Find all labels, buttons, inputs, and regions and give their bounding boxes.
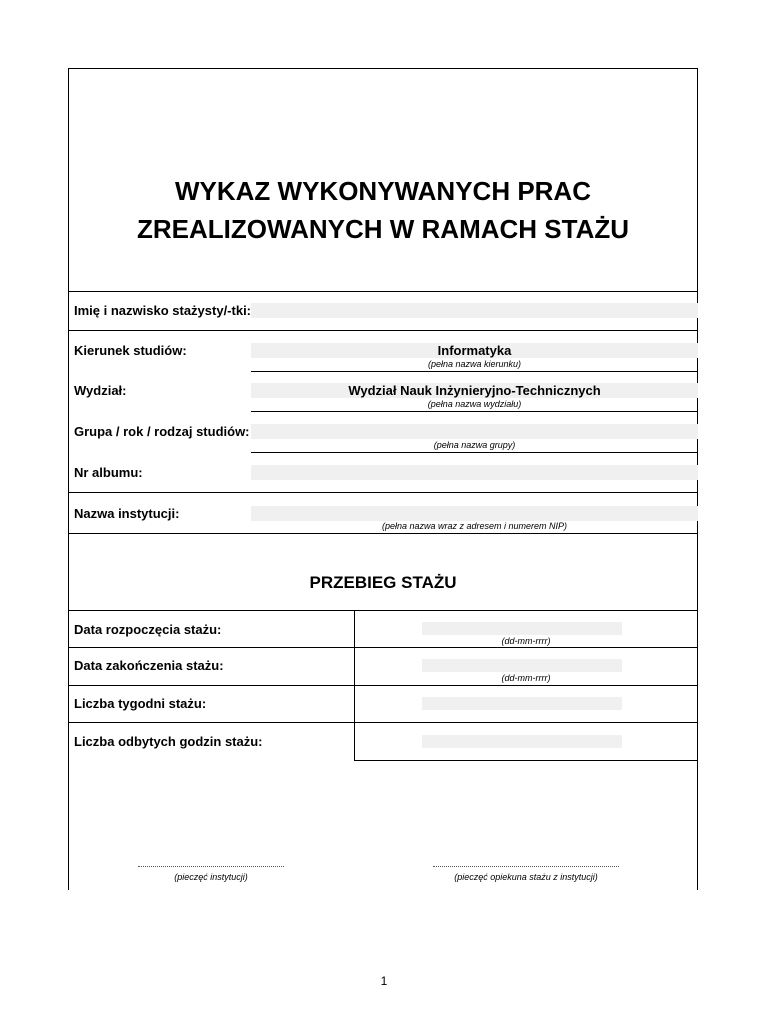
end-date-field[interactable] [422,659,622,672]
start-date-label: Data rozpoczęcia stażu: [74,622,222,637]
divider-end-bottom [68,685,698,686]
divider-album-bottom [68,492,698,493]
field-of-study-hint: (pełna nazwa kierunku) [427,359,522,369]
hours-label: Liczba odbytych godzin stażu: [74,734,263,749]
institution-field[interactable] [251,506,698,521]
document-title [68,172,698,248]
name-label: Imię i nazwisko stażysty/-tki: [74,303,252,318]
divider-group-bottom [251,452,698,453]
supervisor-signature-line [433,866,619,867]
title-line-2: ZREALIZOWANYCH W RAMACH STAŻU [136,214,630,244]
title-line-1: WYKAZ WYKONYWANYCH PRAC [175,176,591,206]
divider-institution-bottom [68,533,698,534]
faculty-field[interactable]: Wydział Nauk Inżynieryjno-Technicznych [251,383,698,398]
end-date-label: Data zakończenia stażu: [74,658,224,673]
page-number: 1 [380,974,388,988]
divider-hours-bottom [354,760,698,761]
group-field[interactable] [251,424,698,439]
divider-faculty-bottom [251,411,698,412]
faculty-label: Wydział: [74,383,127,398]
divider-field-bottom [251,371,698,372]
start-date-field[interactable] [422,622,622,635]
divider-start-bottom [68,647,698,648]
divider-title-bottom [68,291,698,292]
institution-label: Nazwa instytucji: [74,506,180,521]
supervisor-stamp-caption: (pieczęć opiekuna stażu z instytucji) [454,872,598,882]
group-label: Grupa / rok / rodzaj studiów: [74,424,250,439]
divider-weeks-bottom [68,722,698,723]
field-of-study-field[interactable]: Informatyka [251,343,698,358]
divider-internship-top [68,610,698,611]
internship-section-title: PRZEBIEG STAŻU [309,573,457,592]
group-hint: (pełna nazwa grupy) [433,440,516,450]
weeks-field[interactable] [422,697,622,710]
institution-hint: (pełna nazwa wraz z adresem i numerem NIP) [381,521,568,531]
name-field[interactable] [251,303,698,318]
hours-field[interactable] [422,735,622,748]
faculty-hint: (pełna nazwa wydziału) [427,399,522,409]
field-of-study-label: Kierunek studiów: [74,343,187,358]
divider-name-bottom [68,330,698,331]
start-date-hint: (dd-mm-rrrr) [501,636,551,646]
internship-column-divider [354,610,355,760]
album-field[interactable] [251,465,698,480]
institution-stamp-caption: (pieczęć instytucji) [174,872,248,882]
weeks-label: Liczba tygodni stażu: [74,696,207,711]
album-label: Nr albumu: [74,465,143,480]
end-date-hint: (dd-mm-rrrr) [501,673,551,683]
institution-signature-line [138,866,284,867]
